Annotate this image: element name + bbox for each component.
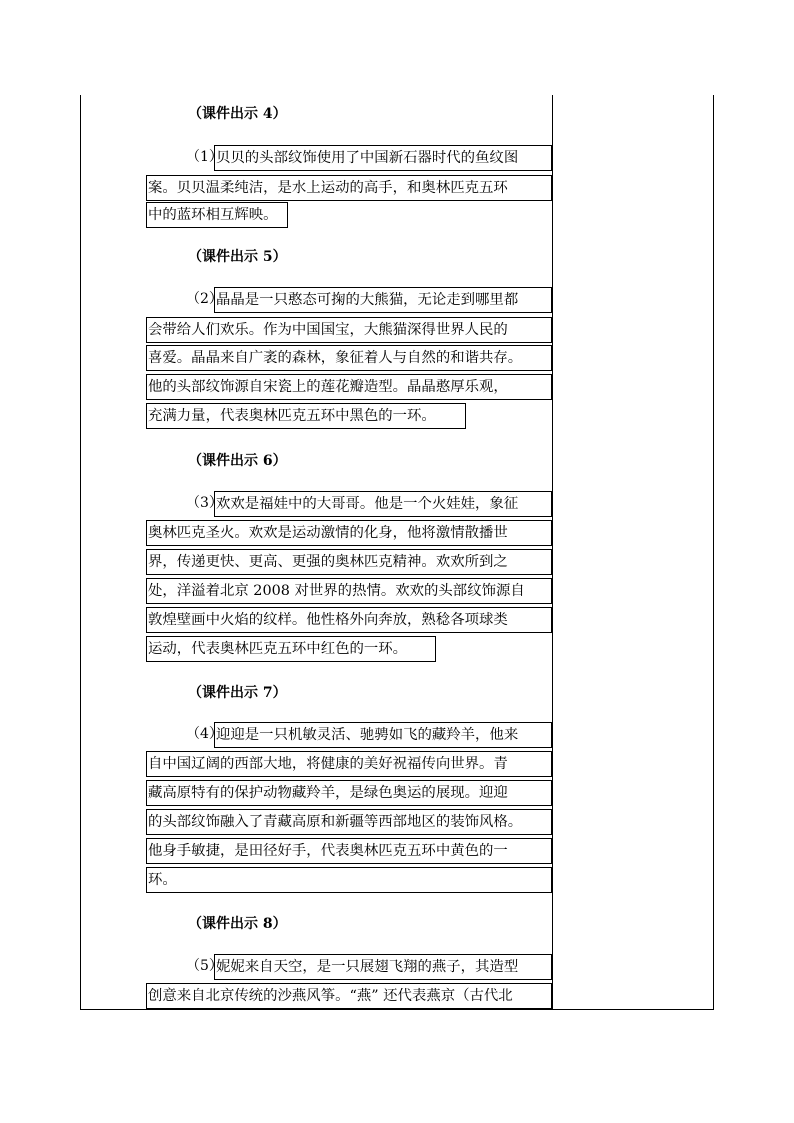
text-line: 迎迎是一只机敏灵活、驰骋如飞的藏羚羊，他来 (214, 722, 552, 748)
text-line: 敦煌壁画中火焰的纹样。他性格外向奔放，熟稔各项球类 (146, 607, 552, 633)
text-line: 贝贝的头部纹饰使用了中国新石器时代的鱼纹图 (214, 145, 552, 171)
section-heading: （课件出示 7） (188, 685, 287, 701)
section-heading: （课件出示 8） (188, 916, 287, 932)
text-line: 他身手敏捷，是田径好手，代表奥林匹克五环中黄色的一 (146, 838, 552, 864)
text-line: 创意来自北京传统的沙燕风筝。“燕” 还代表燕京（古代北 (146, 983, 552, 1009)
section-heading: （课件出示 4） (188, 106, 287, 122)
paragraph-number: （5） (186, 958, 223, 974)
paragraph-number: （1） (186, 149, 223, 165)
text-line: 环。 (146, 867, 552, 893)
text-line: 界，传递更快、更高、更强的奥林匹克精神。欢欢所到之 (146, 549, 552, 575)
text-line: 充满力量，代表奥林匹克五环中黑色的一环。 (146, 403, 466, 429)
text-line: 自中国辽阔的西部大地，将健康的美好祝福传向世界。青 (146, 751, 552, 777)
text-line: 中的蓝环相互辉映。 (146, 202, 288, 228)
text-line: 奥林匹克圣火。欢欢是运动激情的化身，他将激情散播世 (146, 520, 552, 546)
section-heading: （课件出示 6） (188, 453, 287, 469)
paragraph-number: （2） (186, 291, 223, 307)
text-line: 他的头部纹饰源自宋瓷上的莲花瓣造型。晶晶憨厚乐观， (146, 374, 552, 400)
text-line: 晶晶是一只憨态可掬的大熊猫，无论走到哪里都 (214, 287, 552, 313)
paragraph-number: （4） (186, 726, 223, 742)
paragraph-number: （3） (186, 495, 223, 511)
text-line: 的头部纹饰融入了青藏高原和新疆等西部地区的装饰风格。 (146, 809, 552, 835)
table-border-right (713, 95, 714, 1010)
table-border-bottom (80, 1009, 714, 1010)
table-column-divider (552, 95, 553, 1010)
text-line: 喜爱。晶晶来自广袤的森林，象征着人与自然的和谐共存。 (146, 345, 552, 371)
text-line: 运动，代表奥林匹克五环中红色的一环。 (146, 636, 436, 662)
text-line: 会带给人们欢乐。作为中国国宝，大熊猫深得世界人民的 (146, 317, 552, 343)
text-line: 欢欢是福娃中的大哥哥。他是一个火娃娃，象征 (214, 491, 552, 517)
text-line: 藏高原特有的保护动物藏羚羊，是绿色奥运的展现。迎迎 (146, 780, 552, 806)
section-heading: （课件出示 5） (188, 249, 287, 265)
text-line: 案。贝贝温柔纯洁，是水上运动的高手，和奥林匹克五环 (146, 175, 552, 201)
table-border-left (80, 95, 81, 1010)
text-line: 妮妮来自天空，是一只展翅飞翔的燕子，其造型 (214, 954, 552, 980)
text-line: 处，洋溢着北京 2008 对世界的热情。欢欢的头部纹饰源自 (146, 578, 552, 604)
